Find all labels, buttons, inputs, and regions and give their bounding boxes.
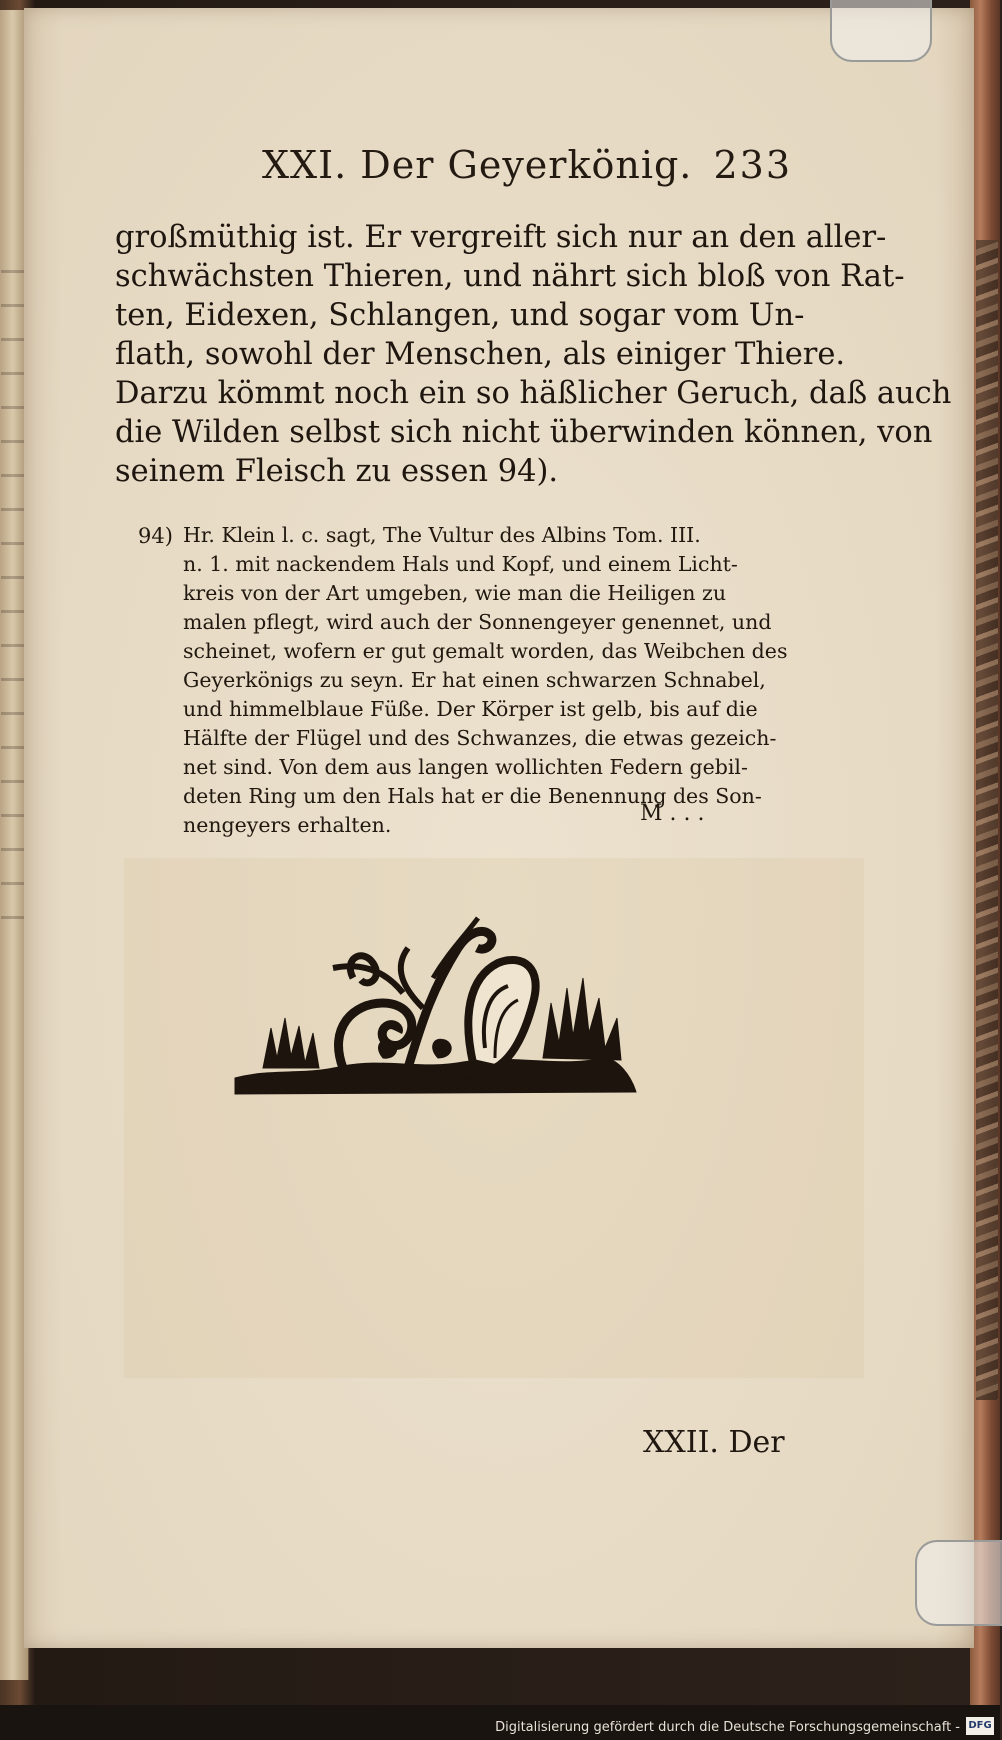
body-line: ten, Eidexen, Schlangen, und sogar vom Un- xyxy=(115,298,805,333)
footnote-line: malen pflegt, wird auch der Sonnengeyer genennet, und xyxy=(183,610,772,634)
body-line: großmüthig ist. Er vergreift sich nur an den aller- xyxy=(115,220,887,255)
running-head-title: XXI. Der Geyerkönig. xyxy=(262,143,693,187)
woodcut-ornament xyxy=(233,908,638,1104)
footnote-line: nengeyers erhalten. xyxy=(183,813,392,837)
marbled-endpaper xyxy=(976,240,998,1400)
page-clip-top xyxy=(830,0,932,62)
funding-credit: Digitalisierung gefördert durch die Deutsche Forschungsgemeinschaft - xyxy=(495,1720,960,1735)
footnote-line: n. 1. mit nackendem Hals und Kopf, und einem Licht- xyxy=(183,552,738,576)
footnote-line: Geyerkönigs zu seyn. Er hat einen schwarzen Schnabel, xyxy=(183,668,766,692)
footnote-line: net sind. Von dem aus langen wollichten Federn gebil- xyxy=(183,755,748,779)
footnote-line: kreis von der Art umgeben, wie man die Heiligen zu xyxy=(183,581,727,605)
page-clip-bottom xyxy=(915,1540,1002,1626)
right-cover-edge xyxy=(970,0,1000,1705)
footnote-line: Hälfte der Flügel und des Schwanzes, die etwas gezeich- xyxy=(183,726,777,750)
footnote-line: und himmelblaue Füße. Der Körper ist gelb, bis auf die xyxy=(183,697,758,721)
footnote-number: 94) xyxy=(138,524,173,548)
body-line: seinem Fleisch zu essen 94). xyxy=(115,454,559,489)
left-page-bleed xyxy=(1,270,25,930)
footnote-line: Hr. Klein l. c. sagt, The Vultur des Albins Tom. III. xyxy=(183,523,701,547)
footnote-catchword: M . . . xyxy=(640,801,705,826)
body-line: Darzu kömmt noch ein so häßlicher Geruch, daß auch xyxy=(115,376,952,411)
body-text xyxy=(115,218,952,491)
running-head xyxy=(262,143,792,193)
page-catchword: XXII. Der xyxy=(643,1425,785,1460)
footnote-line: deten Ring um den Hals hat er die Benennung des Son- xyxy=(183,784,762,808)
footnote xyxy=(183,521,787,840)
body-line: die Wilden selbst sich nicht überwinden können, von xyxy=(115,415,933,450)
body-line: schwächsten Thieren, und nährt sich bloß von Rat- xyxy=(115,259,905,294)
body-line: flath, sowohl der Menschen, als einiger Thiere. xyxy=(115,337,846,372)
footnote-line: scheinet, wofern er gut gemalt worden, das Weibchen des xyxy=(183,639,788,663)
dfg-logo: DFG xyxy=(966,1717,994,1735)
page-number: 233 xyxy=(713,143,792,187)
